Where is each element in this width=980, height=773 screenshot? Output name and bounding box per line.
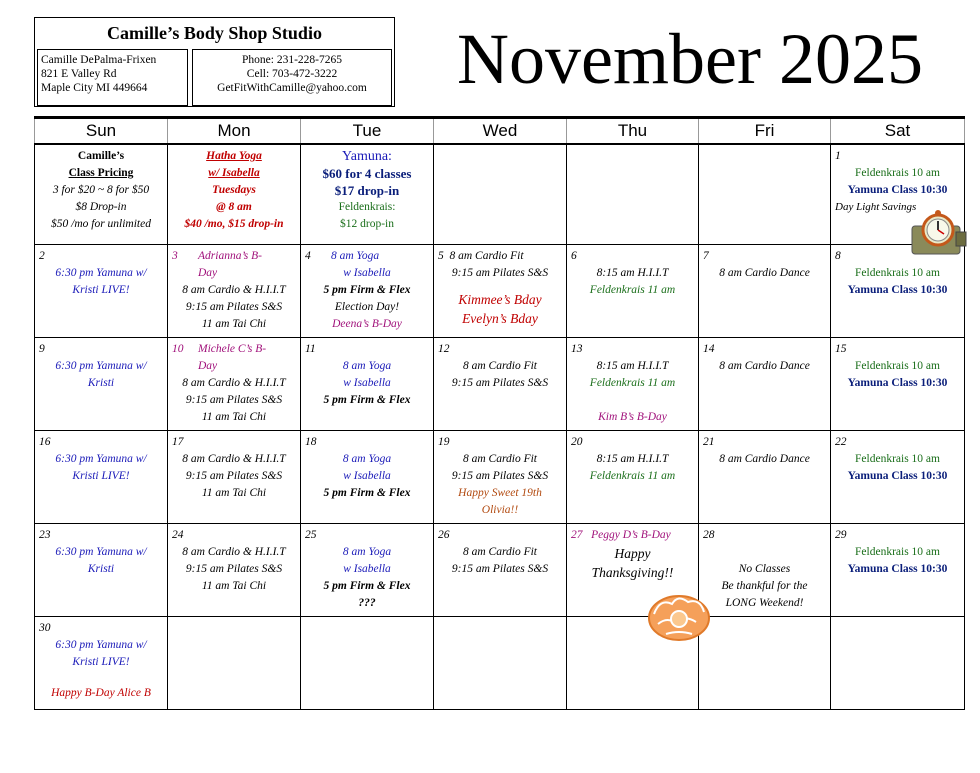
event-line: 8:15 am H.I.I.T — [596, 266, 669, 279]
hatha-price: $40 /mo, $15 drop-in — [184, 218, 284, 230]
empty-day-cell — [301, 616, 434, 709]
day-number: 30 — [39, 621, 51, 634]
event-line: LONG Weekend! — [725, 596, 804, 609]
city-address: Maple City MI 449664 — [41, 82, 148, 94]
event-line: No Classes — [738, 562, 791, 575]
yamuna-pricing-cell — [301, 144, 434, 244]
day-cell-21 — [699, 430, 831, 523]
day-number: 8 — [835, 249, 841, 262]
birthday-event: Adrianna’s B- — [198, 249, 262, 262]
day-cell-18 — [301, 430, 434, 523]
weekday-thu: Thu — [567, 118, 699, 145]
holiday-event: Thanksgiving!! — [591, 564, 674, 580]
weekday-sun: Sun — [35, 118, 168, 145]
day-number: 17 — [172, 435, 184, 448]
event-line: 8 am Yoga — [342, 359, 392, 372]
event-line: 8 am Cardio Dance — [719, 266, 810, 279]
day-number: 28 — [703, 528, 715, 541]
day-number: 5 — [438, 249, 444, 262]
event-line: 9:15 am Pilates S&S — [185, 393, 283, 406]
event-line: 9:15 am Pilates S&S — [185, 469, 283, 482]
event-line: 8 am Yoga — [342, 452, 392, 465]
day-number: 16 — [39, 435, 51, 448]
event-line: 11 am Tai Chi — [201, 579, 267, 592]
birthday-event: Kim B’s B-Day — [598, 410, 667, 423]
event-yamuna: Yamuna Class 10:30 — [847, 184, 948, 196]
pricing-cell — [35, 144, 168, 244]
event-feldenkrais: Feldenkrais 10 am — [855, 359, 940, 372]
day-number: 12 — [438, 342, 450, 355]
pricing-subtitle: Class Pricing — [68, 167, 134, 179]
contact-block — [192, 49, 392, 106]
day-cell-4 — [301, 244, 434, 337]
event-line: 8 am Cardio Fit — [462, 359, 537, 372]
day-cell-12 — [434, 337, 567, 430]
event-line: w Isabella — [343, 562, 391, 575]
event-line: 6:30 pm Yamuna w/ — [55, 266, 147, 279]
empty-day-cell — [168, 616, 301, 709]
event-line: 5 pm Firm & Flex — [323, 393, 411, 406]
event-line: 11 am Tai Chi — [201, 317, 267, 330]
address-block — [37, 49, 188, 106]
month-title: November 2025 — [457, 19, 923, 99]
day-cell-15 — [831, 337, 965, 430]
cell-phone: Cell: 703-472-3222 — [246, 68, 338, 80]
pricing-title: Camille’s — [77, 150, 125, 162]
event-line: 8:15 am H.I.I.T — [596, 359, 669, 372]
day-number: 20 — [571, 435, 583, 448]
event-line: 11 am Tai Chi — [201, 410, 267, 423]
hatha-time: @ 8 am — [216, 201, 252, 213]
event-line: 6:30 pm Yamuna w/ — [55, 545, 147, 558]
day-cell-6 — [567, 244, 699, 337]
empty-day-cell — [567, 144, 699, 244]
day-cell-17 — [168, 430, 301, 523]
email: GetFitWithCamille@yahoo.com — [217, 82, 367, 94]
day-cell-24 — [168, 523, 301, 616]
week-row — [35, 144, 965, 244]
day-cell-16 — [35, 430, 168, 523]
day-number: 14 — [703, 342, 715, 355]
event-line: 8 am Cardio & H.I.I.T — [182, 452, 286, 465]
empty-day-cell — [434, 616, 567, 709]
birthday-event: Evelyn’s Bday — [462, 310, 538, 326]
event-line: 9:15 am Pilates S&S — [451, 376, 549, 389]
day-number: 2 — [39, 249, 45, 262]
day-cell-30 — [35, 616, 168, 709]
day-cell-19 — [434, 430, 567, 523]
pricing-line: $50 /mo for unlimited — [51, 218, 151, 230]
week-row — [35, 430, 965, 523]
day-number: 11 — [305, 342, 316, 355]
event-line: 8 am Cardio Fit — [462, 452, 537, 465]
day-cell-28 — [699, 523, 831, 616]
empty-day-cell — [699, 616, 831, 709]
weekday-header-row — [35, 118, 965, 145]
event-line: 5 pm Firm & Flex — [323, 283, 411, 296]
day-number: 10 — [172, 342, 184, 355]
day-cell-2 — [35, 244, 168, 337]
day-cell-23 — [35, 523, 168, 616]
day-number: 1 — [835, 150, 841, 162]
event-feldenkrais: Feldenkrais 11 am — [589, 376, 676, 389]
event-line: 8:15 am H.I.I.T — [596, 452, 669, 465]
studio-header — [34, 17, 395, 107]
event-daylight-savings: Day Light Savings — [835, 201, 917, 213]
street-address: 821 E Valley Rd — [41, 68, 117, 80]
event-line: 9:15 am Pilates S&S — [451, 266, 549, 279]
event-line: 8 am Cardio Fit — [449, 249, 524, 262]
day-cell-9 — [35, 337, 168, 430]
holiday-event: Happy — [614, 545, 651, 561]
day-number: 23 — [39, 528, 51, 541]
day-number: 21 — [703, 435, 715, 448]
event-feldenkrais: Feldenkrais 11 am — [589, 469, 676, 482]
feldenkrais-title: Feldenkrais: — [338, 201, 396, 213]
weekday-wed: Wed — [434, 118, 567, 145]
day-number: 7 — [703, 249, 709, 262]
event-line: 6:30 pm Yamuna w/ — [55, 359, 147, 372]
day-number: 25 — [305, 528, 317, 541]
birthday-event: Michele C’s B- — [198, 342, 267, 355]
event-line: 8 am Cardio Fit — [462, 545, 537, 558]
event-line: 8 am Cardio & H.I.I.T — [182, 376, 286, 389]
event-line: w Isabella — [343, 469, 391, 482]
birthday-event: Deena’s B-Day — [332, 317, 402, 330]
day-number: 24 — [172, 528, 184, 541]
event-line: 9:15 am Pilates S&S — [185, 300, 283, 313]
day-cell-26 — [434, 523, 567, 616]
event-line: Kristi LIVE! — [72, 283, 130, 296]
day-number: 22 — [835, 435, 847, 448]
day-cell-29 — [831, 523, 965, 616]
event-line: 5 pm Firm & Flex — [323, 486, 411, 499]
event-line: w Isabella — [343, 376, 391, 389]
birthday-event: Olivia!! — [481, 503, 519, 516]
event-yamuna: Yamuna Class 10:30 — [847, 562, 948, 575]
yamuna-dropin: $17 drop-in — [334, 183, 400, 198]
day-number: 13 — [571, 342, 583, 355]
event-line: 8 am Cardio Dance — [719, 359, 810, 372]
day-cell-20 — [567, 430, 699, 523]
weekday-sat: Sat — [831, 118, 965, 145]
event-line: 11 am Tai Chi — [201, 486, 267, 499]
week-row — [35, 337, 965, 430]
event-yamuna: Yamuna Class 10:30 — [847, 376, 948, 389]
event-line: 6:30 pm Yamuna w/ — [55, 452, 147, 465]
event-line: 8 am Yoga — [331, 249, 380, 262]
event-line: 8 am Yoga — [342, 545, 392, 558]
day-cell-3 — [168, 244, 301, 337]
event-line: 6:30 pm Yamuna w/ — [55, 638, 147, 651]
clock-icon — [910, 210, 968, 258]
birthday-event-cont: Day — [198, 266, 218, 279]
event-feldenkrais: Feldenkrais 10 am — [855, 266, 940, 279]
birthday-event: Happy Sweet 19th — [458, 486, 542, 499]
weekday-fri: Fri — [699, 118, 831, 145]
event-line: 8 am Cardio Dance — [719, 452, 810, 465]
event-line: ??? — [358, 596, 376, 609]
day-number: 18 — [305, 435, 317, 448]
day-number: 4 — [305, 249, 311, 262]
hatha-title: Hatha Yoga — [206, 150, 262, 162]
event-feldenkrais: Feldenkrais 11 am — [589, 283, 676, 296]
empty-day-cell — [831, 616, 965, 709]
day-number: 6 — [571, 249, 577, 262]
birthday-event-cont: Day — [198, 359, 218, 372]
day-cell-10 — [168, 337, 301, 430]
weekday-mon: Mon — [168, 118, 301, 145]
event-election: Election Day! — [334, 300, 400, 313]
day-number: 3 — [172, 249, 178, 262]
event-line: 8 am Cardio & H.I.I.T — [182, 283, 286, 296]
phone: Phone: 231-228-7265 — [242, 54, 342, 66]
week-row — [35, 616, 965, 709]
event-line: Kristi LIVE! — [72, 469, 130, 482]
hatha-yoga-cell — [168, 144, 301, 244]
event-line: Kristi — [87, 562, 115, 575]
event-line: 9:15 am Pilates S&S — [451, 562, 549, 575]
birthday-event: Peggy D’s B-Day — [591, 528, 671, 541]
studio-name: Camille’s Body Shop Studio — [107, 23, 322, 43]
day-number: 27 — [571, 528, 583, 541]
yamuna-price: $60 for 4 classes — [322, 166, 412, 181]
day-cell-22 — [831, 430, 965, 523]
event-feldenkrais: Feldenkrais 10 am — [855, 167, 940, 179]
pricing-line: 3 for $20 ~ 8 for $50 — [52, 184, 150, 196]
event-feldenkrais: Feldenkrais 10 am — [855, 545, 940, 558]
week-row — [35, 244, 965, 337]
day-cell-7 — [699, 244, 831, 337]
event-yamuna: Yamuna Class 10:30 — [847, 469, 948, 482]
week-row — [35, 523, 965, 616]
turkey-icon — [646, 590, 712, 642]
empty-day-cell — [434, 144, 567, 244]
weekday-tue: Tue — [301, 118, 434, 145]
event-line: 5 pm Firm & Flex — [323, 579, 411, 592]
day-number: 26 — [438, 528, 450, 541]
event-line: Be thankful for the — [721, 579, 808, 592]
day-cell-13 — [567, 337, 699, 430]
event-line: Kristi — [87, 376, 115, 389]
event-feldenkrais: Feldenkrais 10 am — [855, 452, 940, 465]
event-line: 8 am Cardio & H.I.I.T — [182, 545, 286, 558]
day-number: 15 — [835, 342, 847, 355]
day-number: 19 — [438, 435, 450, 448]
day-cell-25 — [301, 523, 434, 616]
hatha-instructor: w/ Isabella — [208, 167, 260, 179]
pricing-line: $8 Drop-in — [75, 201, 127, 213]
event-yamuna: Yamuna Class 10:30 — [847, 283, 948, 296]
hatha-day: Tuesdays — [212, 184, 256, 196]
owner-name: Camille DePalma-Frixen — [41, 54, 157, 66]
day-cell-11 — [301, 337, 434, 430]
day-cell-5 — [434, 244, 567, 337]
birthday-event: Happy B-Day Alice B — [51, 686, 151, 699]
event-line: 9:15 am Pilates S&S — [451, 469, 549, 482]
birthday-event: Kimmee’s Bday — [458, 291, 542, 307]
day-number: 29 — [835, 528, 847, 541]
yamuna-title: Yamuna: — [342, 149, 392, 164]
event-line: w Isabella — [343, 266, 391, 279]
day-cell-14 — [699, 337, 831, 430]
event-line: Kristi LIVE! — [72, 655, 130, 668]
calendar — [34, 116, 965, 710]
event-line: 9:15 am Pilates S&S — [185, 562, 283, 575]
day-number: 9 — [39, 342, 45, 355]
feldenkrais-price: $12 drop-in — [340, 218, 394, 230]
empty-day-cell — [699, 144, 831, 244]
